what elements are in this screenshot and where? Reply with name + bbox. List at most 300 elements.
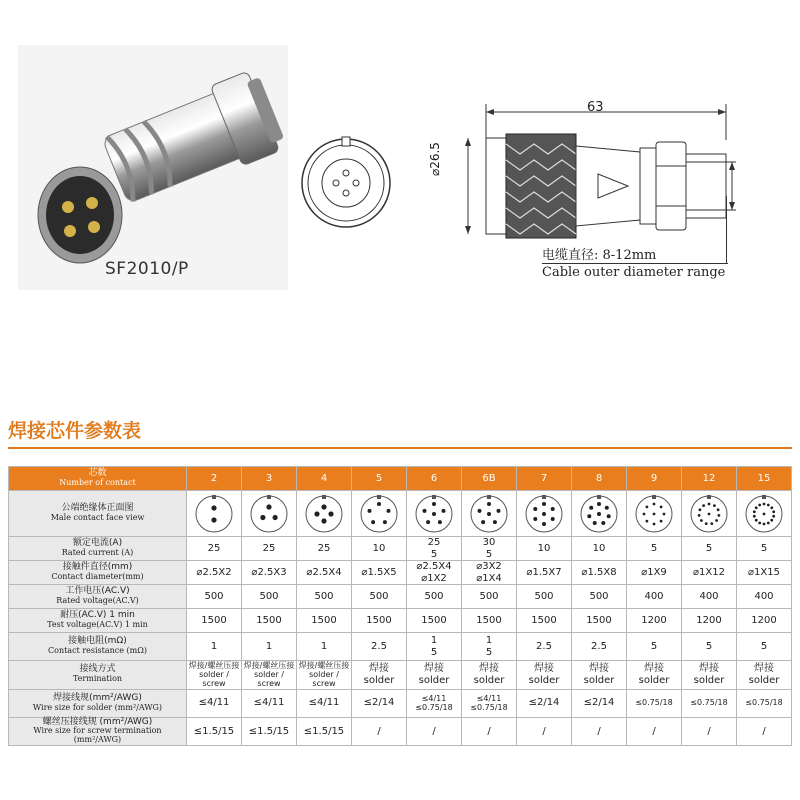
contact-pin: [605, 505, 609, 509]
value-cell: [187, 661, 242, 690]
value-line: ⌀1X12: [693, 566, 725, 578]
contact-pin: [593, 521, 597, 525]
value-line: ≤0.75/18: [635, 698, 673, 708]
contact-pin: [772, 510, 775, 513]
cable-diameter-en: Cable outer diameter range: [542, 265, 726, 280]
value-line: ≤4/11: [198, 697, 230, 709]
value-cell: [352, 561, 407, 585]
value-line: 25: [262, 542, 276, 554]
value-line: 焊接: [699, 663, 719, 675]
contact-pin: [542, 522, 546, 526]
value-cell: [682, 633, 737, 661]
contact-pin: [708, 512, 711, 515]
value-line: 焊接/螺丝压接: [188, 661, 240, 670]
value-line: 1: [210, 640, 218, 652]
value-line: solder: [528, 674, 560, 686]
value-cell: [407, 661, 462, 690]
row-label-en: Contact diameter(mm): [51, 572, 144, 582]
contact-count-header: 12: [682, 467, 737, 491]
row-label-cn: 工作电压(AC.V): [65, 586, 130, 597]
contact-pin: [497, 508, 501, 512]
table-header-row: [9, 467, 792, 491]
value-cell: [627, 561, 682, 585]
value-cell: [737, 561, 792, 585]
table-row: [9, 689, 792, 717]
contact-pin: [699, 508, 702, 511]
value-cell: [737, 689, 792, 717]
contact-pin: [755, 518, 758, 521]
row-label-en: Rated current (A): [61, 548, 134, 558]
value-line: ⌀2.5X4: [306, 566, 342, 578]
contact-pin: [758, 521, 761, 524]
face-view-cell: [737, 491, 792, 537]
contact-pin: [715, 519, 718, 522]
table-row: [9, 585, 792, 609]
value-line: 5: [485, 646, 493, 658]
value-cell: [682, 717, 737, 745]
value-cell: [462, 689, 517, 717]
value-cell: [297, 717, 352, 745]
value-line: ⌀2.5X3: [251, 566, 287, 578]
value-line: solder: [748, 674, 780, 686]
contact-pin: [597, 512, 601, 516]
contact-pin: [328, 511, 333, 516]
value-cell: [572, 609, 627, 633]
value-cell: [187, 689, 242, 717]
value-cell: [187, 561, 242, 585]
value-cell: [187, 537, 242, 561]
row-label-en: Number of contact: [59, 478, 136, 488]
value-line: 焊接: [479, 663, 499, 675]
value-cell: [297, 585, 352, 609]
side-view-drawing: [440, 96, 780, 246]
row-label: [9, 661, 187, 690]
contact-pin: [646, 505, 649, 508]
value-line: 30: [482, 537, 496, 548]
value-cell: [407, 537, 462, 561]
value-line: 25: [317, 542, 331, 554]
value-line: 5: [650, 640, 658, 652]
row-label-cn: 焊接线规(mm²/AWG): [53, 692, 142, 703]
value-cell: [462, 609, 517, 633]
male-face-icon: [194, 494, 234, 534]
value-line: 1200: [751, 614, 777, 626]
value-cell: [462, 537, 517, 561]
contact-pin: [368, 508, 372, 512]
contact-pin: [702, 504, 705, 507]
value-line: ≤0.75/18: [415, 703, 453, 713]
value-line: ≤4/11: [476, 693, 502, 703]
value-line: ≤0.75/18: [745, 698, 783, 708]
value-cell: [682, 585, 737, 609]
male-face-icon: [469, 494, 509, 534]
value-line: 5: [705, 542, 713, 554]
value-line: ⌀1.5X7: [526, 566, 562, 578]
contact-pin: [533, 507, 537, 511]
value-line: 500: [589, 590, 609, 602]
value-cell: [517, 633, 572, 661]
row-label: [9, 609, 187, 633]
male-face-icon: [359, 494, 399, 534]
row-label-en: Male contact face view: [50, 513, 145, 523]
value-line: 500: [314, 590, 334, 602]
contact-count-header: 6B: [462, 467, 517, 491]
contact-pin: [708, 502, 711, 505]
male-face-icon: [689, 494, 729, 534]
contact-pin: [653, 522, 656, 525]
face-view-cell: [517, 491, 572, 537]
value-line: ≤1.5/15: [303, 725, 345, 737]
value-line: 400: [644, 590, 664, 602]
contact-pin: [753, 510, 756, 513]
contact-pin: [387, 508, 391, 512]
contact-pin: [423, 508, 427, 512]
contact-pin: [321, 518, 326, 523]
value-line: 1500: [311, 614, 337, 626]
value-line: 焊接: [644, 663, 664, 675]
value-cell: [462, 585, 517, 609]
value-cell: [187, 609, 242, 633]
contact-pin: [763, 522, 766, 525]
contact-pin: [442, 508, 446, 512]
value-line: 2.5: [536, 640, 552, 652]
title-underline: [8, 447, 792, 449]
value-cell: [682, 661, 737, 690]
row-label-cn: 芯数: [88, 468, 107, 479]
dimension-length-label: 63: [587, 100, 604, 115]
value-line: solder: [638, 674, 670, 686]
contact-pin: [383, 520, 387, 524]
row-label-en: Termination: [72, 674, 123, 684]
value-cell: [682, 689, 737, 717]
row-label: [9, 561, 187, 585]
row-label: [9, 537, 187, 561]
value-line: 1200: [641, 614, 667, 626]
contact-pin: [487, 502, 491, 506]
value-line: 1: [320, 640, 328, 652]
value-line: 焊接/螺丝压接: [243, 661, 295, 670]
value-line: ≤2/14: [583, 697, 615, 709]
value-cell: [737, 661, 792, 690]
contact-pin: [753, 514, 756, 517]
male-face-icon: [524, 494, 564, 534]
value-line: ⌀1.5X8: [581, 566, 617, 578]
value-cell: [352, 717, 407, 745]
value-line: solder: [693, 674, 725, 686]
contact-pin: [551, 517, 555, 521]
value-cell: [462, 633, 517, 661]
value-cell: [737, 717, 792, 745]
value-cell: [352, 661, 407, 690]
value-line: 500: [534, 590, 554, 602]
contact-pin: [717, 508, 720, 511]
row-label-en: Wire size for solder (mm²/AWG): [32, 702, 163, 712]
row-label-cn: 螺丝压接线规 (mm²/AWG): [42, 716, 153, 727]
value-cell: [517, 661, 572, 690]
row-label-cn: 接触件直径(mm): [62, 562, 133, 573]
value-line: ≤0.75/18: [690, 698, 728, 708]
contact-pin: [426, 520, 430, 524]
value-cell: [462, 561, 517, 585]
value-line: ≤1.5/15: [193, 725, 235, 737]
row-label: [9, 491, 187, 537]
row-label-cn: 耐压(AC.V) 1 min: [60, 610, 135, 621]
contact-pin: [660, 505, 663, 508]
male-face-icon: [579, 494, 619, 534]
value-line: solder: [473, 674, 505, 686]
table-row: [9, 537, 792, 561]
table-row: [9, 661, 792, 690]
face-view-cell: [407, 491, 462, 537]
contact-count-header: 7: [517, 467, 572, 491]
contact-pin: [438, 520, 442, 524]
value-cell: [242, 561, 297, 585]
contact-pin: [542, 502, 546, 506]
value-cell: [352, 537, 407, 561]
contact-pin: [700, 519, 703, 522]
contact-count-header: 6: [407, 467, 462, 491]
value-line: solder: [363, 674, 395, 686]
spec-table: [8, 466, 792, 746]
table-title: 焊接芯件参数表: [8, 420, 142, 442]
value-cell: [517, 585, 572, 609]
value-line: 1500: [366, 614, 392, 626]
contact-count-header: 15: [737, 467, 792, 491]
contact-pin: [371, 520, 375, 524]
contact-pin: [705, 522, 708, 525]
value-line: 5: [430, 646, 438, 658]
male-face-icon: [634, 494, 674, 534]
value-line: 500: [369, 590, 389, 602]
contact-pin: [377, 502, 381, 506]
value-cell: [627, 537, 682, 561]
value-cell: [297, 609, 352, 633]
value-line: 5: [760, 542, 768, 554]
contact-pin: [607, 514, 611, 518]
value-line: 5: [760, 640, 768, 652]
value-line: 2.5: [591, 640, 607, 652]
value-line: 10: [592, 542, 606, 554]
contact-pin: [713, 504, 716, 507]
value-line: 1500: [421, 614, 447, 626]
value-cell: [517, 609, 572, 633]
value-line: solder / screw: [254, 670, 284, 689]
value-line: /: [487, 725, 491, 737]
value-line: /: [542, 725, 546, 737]
row-label: [9, 467, 187, 491]
face-view-cell: [352, 491, 407, 537]
value-line: ⌀1X2: [421, 572, 447, 584]
contact-pin: [770, 506, 773, 509]
dimension-diameter-label: ⌀26.5: [428, 142, 442, 176]
value-line: ≤4/11: [253, 697, 285, 709]
contact-pin: [432, 512, 436, 516]
row-label-en: Rated voltage(AC.V): [56, 596, 139, 606]
value-line: /: [597, 725, 601, 737]
value-cell: [627, 633, 682, 661]
value-line: 焊接: [369, 663, 389, 675]
contact-pin: [432, 502, 436, 506]
connector-photo-illustration: [18, 45, 288, 290]
cable-diameter-cn: 电缆直径: 8-12mm: [542, 248, 657, 263]
contact-pin: [597, 502, 601, 506]
contact-pin: [211, 505, 216, 510]
contact-pin: [211, 517, 216, 522]
face-view-cell: [627, 491, 682, 537]
value-line: 10: [372, 542, 386, 554]
value-line: ⌀1X15: [748, 566, 780, 578]
value-line: 1200: [696, 614, 722, 626]
value-line: 25: [427, 537, 441, 548]
contact-pin: [653, 512, 656, 515]
contact-pin: [493, 520, 497, 524]
contact-pin: [758, 503, 761, 506]
value-cell: [737, 537, 792, 561]
value-cell: [737, 633, 792, 661]
value-cell: [627, 585, 682, 609]
contact-pin: [321, 504, 326, 509]
value-cell: [352, 633, 407, 661]
value-line: 1: [265, 640, 273, 652]
value-line: ⌀1X4: [476, 572, 502, 584]
value-line: 5: [705, 640, 713, 652]
value-line: 10: [537, 542, 551, 554]
contact-count-header: 5: [352, 467, 407, 491]
row-label-cn: 接触电阻(mΩ): [68, 636, 127, 647]
value-cell: [572, 537, 627, 561]
table-row: [9, 633, 792, 661]
value-line: 500: [424, 590, 444, 602]
value-line: 400: [754, 590, 774, 602]
face-view-cell: [682, 491, 737, 537]
value-cell: [297, 689, 352, 717]
contact-count-header: 3: [242, 467, 297, 491]
value-line: ≤1.5/15: [248, 725, 290, 737]
contact-pin: [551, 507, 555, 511]
value-line: 1500: [201, 614, 227, 626]
value-line: 1500: [256, 614, 282, 626]
value-line: 焊接: [424, 663, 444, 675]
value-line: ⌀1.5X5: [361, 566, 397, 578]
value-cell: [572, 717, 627, 745]
row-label-en: Contact resistance (mΩ): [48, 646, 147, 656]
value-line: /: [762, 725, 766, 737]
value-cell: [737, 585, 792, 609]
face-view-cell: [242, 491, 297, 537]
contact-pin: [587, 514, 591, 518]
value-cell: [627, 689, 682, 717]
value-cell: [737, 609, 792, 633]
face-view-cell: [462, 491, 517, 537]
value-line: 焊接/螺丝压接: [298, 661, 350, 670]
value-line: ≤4/11: [421, 693, 447, 703]
contact-pin: [767, 521, 770, 524]
male-face-icon: [249, 494, 289, 534]
value-line: 焊接: [754, 663, 774, 675]
male-face-icon: [744, 494, 784, 534]
contact-pin: [763, 512, 766, 515]
contact-count-header: 9: [627, 467, 682, 491]
value-cell: [297, 537, 352, 561]
value-cell: [187, 633, 242, 661]
face-view-cell: [297, 491, 352, 537]
value-cell: [352, 689, 407, 717]
value-line: 1: [430, 635, 438, 646]
value-line: 1500: [586, 614, 612, 626]
value-cell: [297, 561, 352, 585]
value-cell: [242, 661, 297, 690]
male-face-icon: [304, 494, 344, 534]
value-cell: [627, 717, 682, 745]
table-row: [9, 491, 792, 537]
value-line: ⌀1X9: [641, 566, 667, 578]
contact-pin: [589, 505, 593, 509]
value-cell: [242, 689, 297, 717]
value-cell: [462, 661, 517, 690]
value-cell: [187, 585, 242, 609]
contact-pin: [260, 514, 265, 519]
value-cell: [352, 585, 407, 609]
value-cell: [627, 661, 682, 690]
value-cell: [407, 585, 462, 609]
contact-pin: [646, 519, 649, 522]
row-label: [9, 633, 187, 661]
value-cell: [517, 689, 572, 717]
model-name: SF2010/P: [105, 259, 189, 279]
value-cell: [572, 661, 627, 690]
value-cell: [407, 561, 462, 585]
contact-count-header: 4: [297, 467, 352, 491]
contact-pin: [481, 520, 485, 524]
value-cell: [242, 537, 297, 561]
value-cell: [682, 537, 737, 561]
value-cell: [572, 561, 627, 585]
value-line: ≤2/14: [528, 697, 560, 709]
value-line: solder / screw: [199, 670, 229, 689]
value-line: solder: [583, 674, 615, 686]
table-row: [9, 561, 792, 585]
value-line: 2.5: [371, 640, 387, 652]
value-cell: [407, 633, 462, 661]
contact-pin: [643, 512, 646, 515]
value-line: ≤4/11: [308, 697, 340, 709]
value-cell: [407, 609, 462, 633]
value-cell: [572, 585, 627, 609]
contact-pin: [767, 503, 770, 506]
row-label: [9, 689, 187, 717]
value-cell: [517, 537, 572, 561]
value-cell: [682, 561, 737, 585]
contact-pin: [314, 511, 319, 516]
contact-pin: [698, 514, 701, 517]
value-cell: [242, 609, 297, 633]
contact-pin: [478, 508, 482, 512]
contact-pin: [487, 512, 491, 516]
contact-pin: [663, 512, 666, 515]
value-line: 5: [485, 548, 493, 560]
male-face-icon: [414, 494, 454, 534]
value-line: 500: [204, 590, 224, 602]
value-cell: [407, 689, 462, 717]
value-line: solder / screw: [309, 670, 339, 689]
row-label-en: Test voltage(AC.V) 1 min: [47, 620, 148, 630]
row-label: [9, 585, 187, 609]
contact-pin: [660, 519, 663, 522]
value-line: 5: [650, 542, 658, 554]
value-line: ≤0.75/18: [470, 703, 508, 713]
value-cell: [297, 633, 352, 661]
value-cell: [462, 717, 517, 745]
